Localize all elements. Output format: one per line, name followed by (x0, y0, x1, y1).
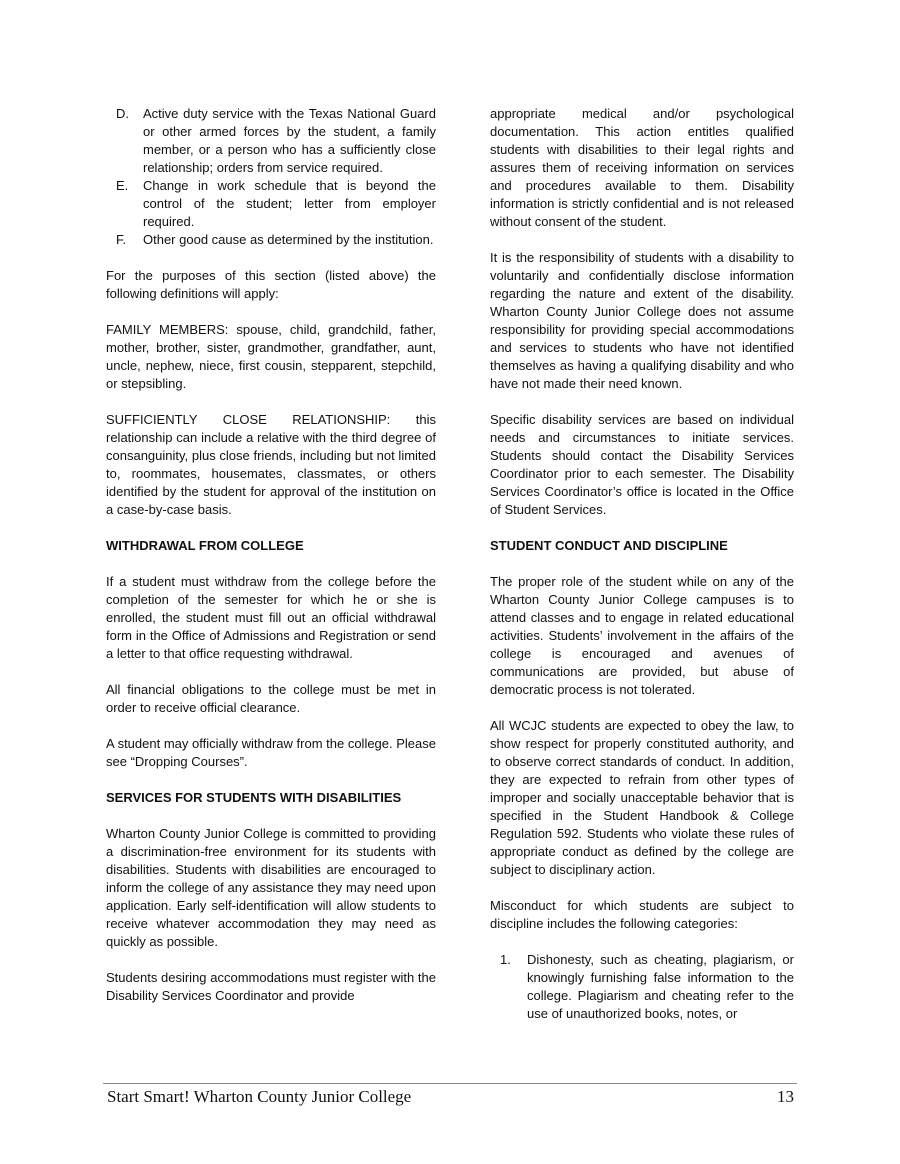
paragraph-family-members: FAMILY MEMBERS: spouse, child, grandchild, father, mother, brother, sister, grandmother, grandfather, aunt, uncle, nephew, niece, first cousin, stepparent, stepchild, or stepsibling. (106, 322, 436, 391)
paragraph-withdrawal-2: All financial obligations to the college must be met in order to receive official clearance. (106, 682, 436, 715)
list-item-f (106, 231, 436, 249)
paragraph-withdrawal-3: A student may officially withdraw from the college. Please see “Dropping Courses”. (106, 736, 436, 769)
left-column (106, 105, 436, 1023)
heading-withdrawal: WITHDRAWAL FROM COLLEGE (106, 538, 304, 553)
numbered-item-1 (490, 951, 794, 1023)
paragraph-specific-services: Specific disability services are based on individual needs and circumstances to initiate services. Students should contact the Disability Services Coordinator prior to each semester. The Disability Services Coordinator’s office is located in the Office of Student Services. (490, 412, 794, 517)
list-item-text: Dishonesty, such as cheating, plagiarism, or knowingly furnishing false information to the college. Plagiarism and cheating refer to the use of unauthorized books, notes, or (527, 952, 794, 1021)
paragraph-obey-law: All WCJC students are expected to obey the law, to show respect for properly constituted authority, and to observe correct standards of conduct. In addition, they are expected to refrain from other types of improper and socially unacceptable behavior that is specified in the Student Handbook & College Regulation 592. Students who violate these rules of appropriate conduct as defined by the college are subject to disciplinary action. (490, 718, 794, 877)
paragraph-disabilities-1: Wharton County Junior College is committed to providing a discrimination-free environment for its students with disabilities. Students with disabilities are encouraged to inform the college of any assistance they may need upon application. Early self-identification will allow students to receive whatever accommodation they may need as quickly as possible. (106, 826, 436, 949)
paragraph-misconduct: Misconduct for which students are subject to discipline includes the following categories: (490, 898, 794, 931)
right-column (490, 105, 794, 1023)
paragraph-close-relationship: SUFFICIENTLY CLOSE RELATIONSHIP: this relationship can include a relative with the third degree of consanguinity, plus close friends, including but not limited to, roommates, housemates, classmates, or others identified by the student for approval of the institution on a case-by-case basis. (106, 412, 436, 517)
list-item-text: Other good cause as determined by the institution. (143, 232, 434, 247)
page-number: 13 (777, 1087, 794, 1106)
list-marker: D. (116, 106, 129, 121)
footer-divider (103, 1083, 797, 1084)
footer-title: Start Smart! Wharton County Junior College (107, 1087, 412, 1106)
heading-conduct: STUDENT CONDUCT AND DISCIPLINE (490, 538, 728, 553)
list-marker: E. (116, 178, 129, 193)
list-marker: F. (116, 232, 127, 247)
list-marker: 1. (500, 952, 511, 967)
list-item-text: Change in work schedule that is beyond the control of the student; letter from employer required. (143, 178, 436, 229)
paragraph-definitions: For the purposes of this section (listed above) the following definitions will apply: (106, 268, 436, 301)
list-item-d (106, 105, 436, 177)
paragraph-documentation: appropriate medical and/or psychological documentation. This action entitles qualified students with disabilities to their legal rights and assures them of receiving information on services and procedures available to them. Disability information is strictly confidential and is not released without consent of the student. (490, 106, 794, 229)
paragraph-student-role: The proper role of the student while on any of the Wharton County Junior College campuses is to attend classes and to engage in related educational activities. Students’ involvement in the affairs of the college is encouraged and avenues of communications are provided, but abuse of democratic process is not tolerated. (490, 574, 794, 697)
paragraph-withdrawal-1: If a student must withdraw from the college before the completion of the semester for which he or she is enrolled, the student must fill out an official withdrawal form in the Office of Admissions and Registration or send a letter to that office requesting withdrawal. (106, 574, 436, 661)
heading-disabilities: SERVICES FOR STUDENTS WITH DISABILITIES (106, 790, 402, 805)
list-item-text: Active duty service with the Texas National Guard or other armed forces by the student, a family member, or a person who has a sufficiently close relationship; orders from service required. (143, 106, 436, 175)
list-item-e (106, 177, 436, 231)
paragraph-responsibility: It is the responsibility of students with a disability to voluntarily and confidentially disclose information regarding the nature and extent of the disability. Wharton County Junior College does not assume responsibility for providing special accommodations and services to students who have not identified themselves as having a qualifying disability and who have not made their need known. (490, 250, 794, 391)
paragraph-disabilities-2: Students desiring accommodations must register with the Disability Services Coordinator and provide (106, 970, 436, 1003)
